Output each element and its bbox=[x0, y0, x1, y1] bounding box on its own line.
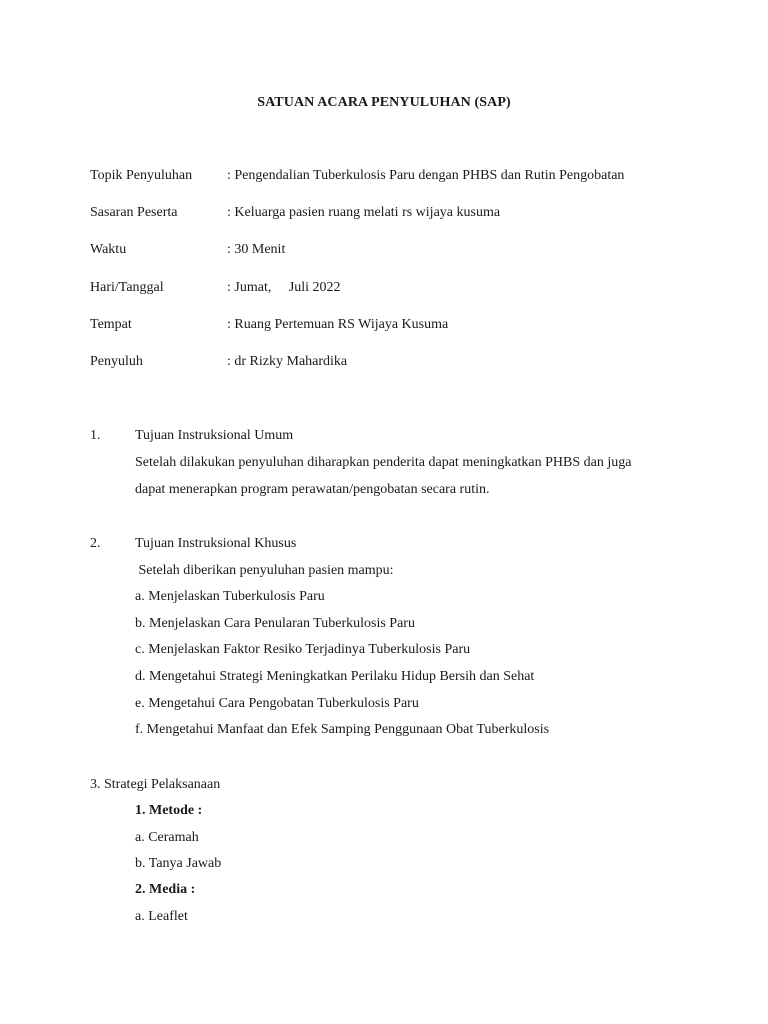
document-title: SATUAN ACARA PENYULUHAN (SAP) bbox=[257, 95, 511, 110]
list-item: a. Leaflet bbox=[135, 909, 188, 924]
section-1-text: dapat menerapkan program perawatan/pengobatan secara rutin. bbox=[135, 482, 490, 497]
list-item: b. Tanya Jawab bbox=[135, 856, 222, 871]
info-row-penyuluh bbox=[90, 354, 710, 374]
section-2-heading: Tujuan Instruksional Khusus bbox=[135, 536, 297, 551]
info-label: Hari/Tanggal bbox=[90, 280, 164, 295]
info-value: : Pengendalian Tuberkulosis Paru dengan PHBS dan Rutin Pengobatan bbox=[227, 168, 625, 183]
info-label: Waktu bbox=[90, 242, 127, 257]
list-item: a. Menjelaskan Tuberkulosis Paru bbox=[135, 589, 325, 604]
info-value: : dr Rizky Mahardika bbox=[227, 354, 348, 369]
section-2-intro: Setelah diberikan penyuluhan pasien mampu: bbox=[135, 563, 394, 578]
section-1-heading: Tujuan Instruksional Umum bbox=[135, 428, 294, 443]
metode-heading: 1. Metode : bbox=[135, 803, 203, 818]
list-item: f. Mengetahui Manfaat dan Efek Samping Penggunaan Obat Tuberkulosis bbox=[135, 722, 550, 737]
section-1-number: 1. bbox=[90, 428, 101, 443]
info-value: : Ruang Pertemuan RS Wijaya Kusuma bbox=[227, 317, 449, 332]
info-value: : Jumat, Juli 2022 bbox=[227, 280, 341, 295]
info-label: Tempat bbox=[90, 317, 132, 332]
info-row-hari-tanggal bbox=[90, 280, 710, 300]
media-heading: 2. Media : bbox=[135, 882, 196, 897]
info-label: Penyuluh bbox=[90, 354, 143, 369]
list-item: a. Ceramah bbox=[135, 830, 199, 845]
info-row-topik bbox=[90, 168, 710, 188]
info-row-waktu bbox=[90, 242, 710, 262]
section-3-heading: 3. Strategi Pelaksanaan bbox=[90, 777, 221, 792]
list-item: e. Mengetahui Cara Pengobatan Tuberkulosis Paru bbox=[135, 696, 419, 711]
list-item: d. Mengetahui Strategi Meningkatkan Perilaku Hidup Bersih dan Sehat bbox=[135, 669, 535, 684]
section-2-number: 2. bbox=[90, 536, 101, 551]
info-value: : Keluarga pasien ruang melati rs wijaya kusuma bbox=[227, 205, 501, 220]
info-row-tempat bbox=[90, 317, 710, 337]
info-label: Sasaran Peserta bbox=[90, 205, 178, 220]
info-value: : 30 Menit bbox=[227, 242, 286, 257]
info-row-sasaran bbox=[90, 205, 710, 225]
section-1-text: Setelah dilakukan penyuluhan diharapkan penderita dapat meningkatkan PHBS dan juga bbox=[135, 455, 632, 470]
list-item: b. Menjelaskan Cara Penularan Tuberkulosis Paru bbox=[135, 616, 415, 631]
list-item: c. Menjelaskan Faktor Resiko Terjadinya Tuberkulosis Paru bbox=[135, 642, 471, 657]
info-label: Topik Penyuluhan bbox=[90, 168, 193, 183]
